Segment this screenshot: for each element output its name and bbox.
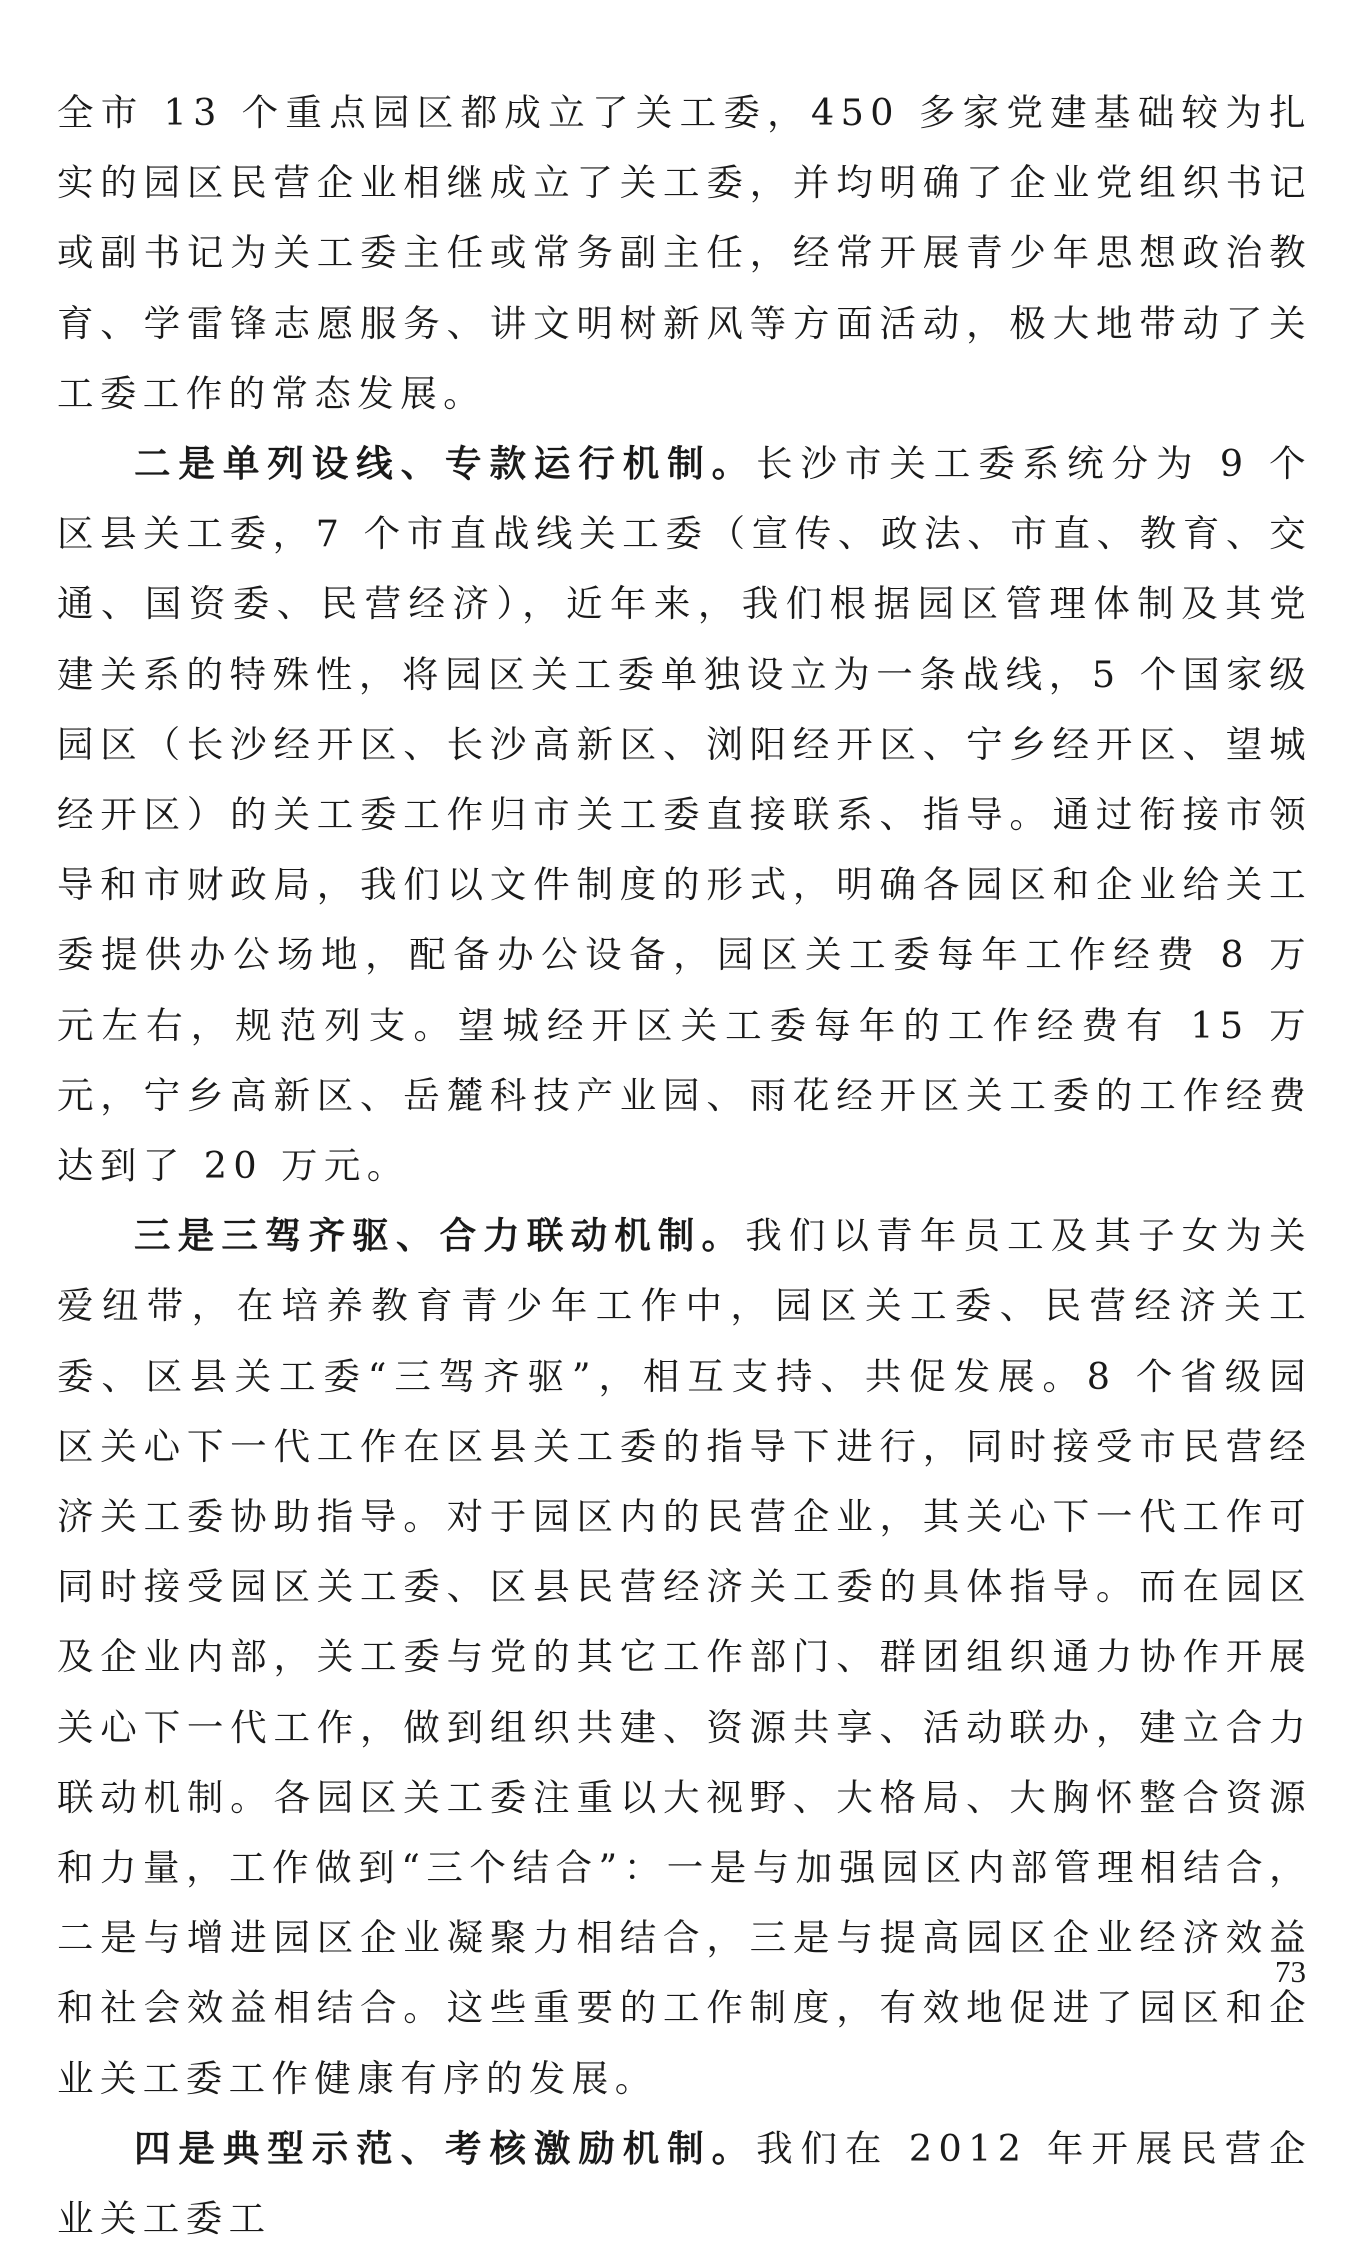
paragraph-mechanism-three <box>57 1201 1312 2114</box>
paragraph-mechanism-two <box>57 429 1312 1201</box>
paragraph-body-four: 我们在 2012 年开展民营企业关工委工 <box>57 2126 1312 2241</box>
paragraph-body-two: 长沙市关工委系统分为 9 个区县关工委，7 个市直战线关工委（宣传、政法、市直、教育、交通、国资委、民营经济），近年来，我们根据园区管理体制及其党建关系的特殊性，将园区关工委单独设立为一条战线，5 个国家级园区（长沙经开区、长沙高新区、浏阳经开区、宁乡经开区、望城经开区）的关工委工作归市关工委直接联系、指导。通过衔接市领导和市财政局，我们以文件制度的形式，明确各园区和企业给关工委提供办公场地，配备办公设备，园区关工委每年工作经费 8 万元左右，规范列支。望城经开区关工委每年的工作经费有 15 万元，宁乡高新区、岳麓科技产业园、雨花经开区关工委的工作经费达到了 20 万元。 <box>57 442 1312 1188</box>
document-page <box>57 78 1312 2254</box>
paragraph-heading-three: 三是三驾齐驱、合力联动机制。 <box>134 1214 746 1258</box>
page-number: 73 <box>1275 1954 1306 1989</box>
paragraph-heading-four: 四是典型示范、考核激励机制。 <box>134 2126 757 2170</box>
paragraph-heading-two: 二是单列设线、专款运行机制。 <box>134 442 757 486</box>
paragraph-mechanism-four <box>57 2114 1312 2254</box>
paragraph-intro <box>57 78 1312 429</box>
paragraph-intro-text: 全市 13 个重点园区都成立了关工委，450 多家党建基础较为扎实的园区民营企业相继成立了关工委，并均明确了企业党组织书记或副书记为关工委主任或常务副主任，经常开展青少年思想政治教育、学雷锋志愿服务、讲文明树新风等方面活动，极大地带动了关工委工作的常态发展。 <box>57 91 1312 415</box>
paragraph-body-three: 我们以青年员工及其子女为关爱纽带，在培养教育青少年工作中，园区关工委、民营经济关工委、区县关工委“三驾齐驱”，相互支持、共促发展。8 个省级园区关心下一代工作在区县关工委的指导下进行，同时接受市民营经济关工委协助指导。对于园区内的民营企业，其关心下一代工作可同时接受园区关工委、区县民营经济关工委的具体指导。而在园区及企业内部，关工委与党的其它工作部门、群团组织通力协作开展关心下一代工作，做到组织共建、资源共享、活动联办，建立合力联动机制。各园区关工委注重以大视野、大格局、大胸怀整合资源和力量，工作做到“三个结合”：一是与加强园区内部管理相结合，二是与增进园区企业凝聚力相结合，三是与提高园区企业经济效益和社会效益相结合。这些重要的工作制度，有效地促进了园区和企业关工委工作健康有序的发展。 <box>57 1214 1312 2100</box>
